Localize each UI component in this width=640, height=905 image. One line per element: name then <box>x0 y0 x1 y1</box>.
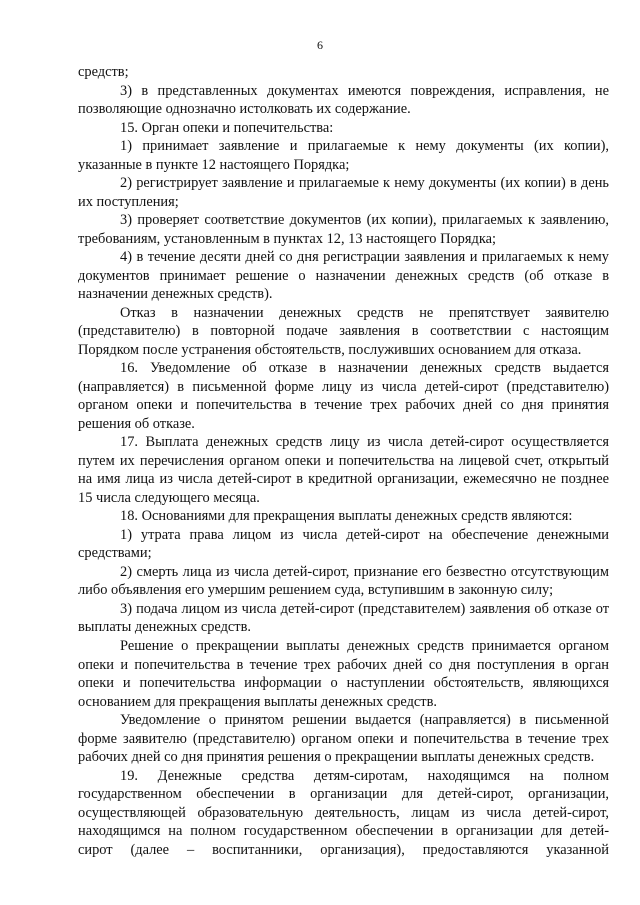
paragraph: средств; <box>78 64 129 80</box>
paragraph: 17. Выплата денежных средств лицу из числа детей-сирот осуществляется путем их перечисления органом опеки и попечительства на лицевой счет, открытый на имя лица из числа детей-сирот в кредитной организации, ежемесячно не позднее 15 числа следующего месяца. <box>78 434 609 506</box>
paragraph: 1) утрата права лицом из числа детей-сирот на обеспечение денежными средствами; <box>78 526 609 562</box>
paragraph: Отказ в назначении денежных средств не препятствует заявителю (представителю) в повторной подаче заявления в соответствии с настоящим Порядком после устранения обстоятельств, послуживших основанием для отказа. <box>78 304 609 358</box>
paragraph: Решение о прекращении выплаты денежных средств принимается органом опеки и попечительства в течение трех рабочих дней со дня поступления в орган опеки и попечительства информации о наступлении обстоятельств, являющихся основанием для прекращения выплаты денежных средств. <box>78 637 609 710</box>
section-heading: 15. Орган опеки и попечительства: <box>120 119 334 136</box>
paragraph: 3) проверяет соответствие документов (их копии), прилагаемых к заявлению, требованиям, установленным в пунктах 12, 13 настоящего Порядка; <box>78 212 609 247</box>
paragraph: 16. Уведомление об отказе в назначении денежных средств выдается (направляется) в письменной форме лицу из числа детей-сирот (представителю) органом опеки и попечительства в течение трех рабочих дней со дня принятия решения об отказе. <box>78 360 609 432</box>
paragraph: 2) смерть лица из числа детей-сирот, признание его безвестно отсутствующим либо объявления его умершим решением суда, вступившим в законную силу; <box>78 563 609 599</box>
paragraph: Уведомление о принятом решении выдается (направляется) в письменной форме заявителю (представителю) органом опеки и попечительства в течение трех рабочих дней со дня принятия решения о прекращении выплаты денежных средств. <box>78 712 609 766</box>
paragraph: 3) в представленных документах имеются повреждения, исправления, не позволяющие однозначно истолковать их содержание. <box>78 82 609 118</box>
page-number: 6 <box>317 38 323 52</box>
document-body <box>78 63 609 859</box>
paragraph: 3) подача лицом из числа детей-сирот (представителем) заявления об отказе от выплаты денежных средств. <box>78 600 609 636</box>
paragraph: 19. Денежные средства детям-сиротам, находящимся на полном государственном обеспечении в организации для детей-сирот, организации, осуществляющей образовательную деятельность, лицам из числа детей-сирот, находящимся на полном государственном обеспечении в организации для детей-сирот (далее – воспитанники, организация), предоставляются указанной <box>78 767 609 858</box>
paragraph: 1) принимает заявление и прилагаемые к нему документы (их копии), указанные в пункте 12 настоящего Порядка; <box>78 138 609 173</box>
paragraph: 4) в течение десяти дней со дня регистрации заявления и прилагаемых к нему документов принимает решение о назначении денежных средств (об отказе в назначении денежных средств). <box>78 249 609 303</box>
paragraph: 2) регистрирует заявление и прилагаемые к нему документы (их копии) в день их поступления; <box>78 175 609 210</box>
paragraph: 18. Основаниями для прекращения выплаты денежных средств являются: <box>120 508 573 525</box>
